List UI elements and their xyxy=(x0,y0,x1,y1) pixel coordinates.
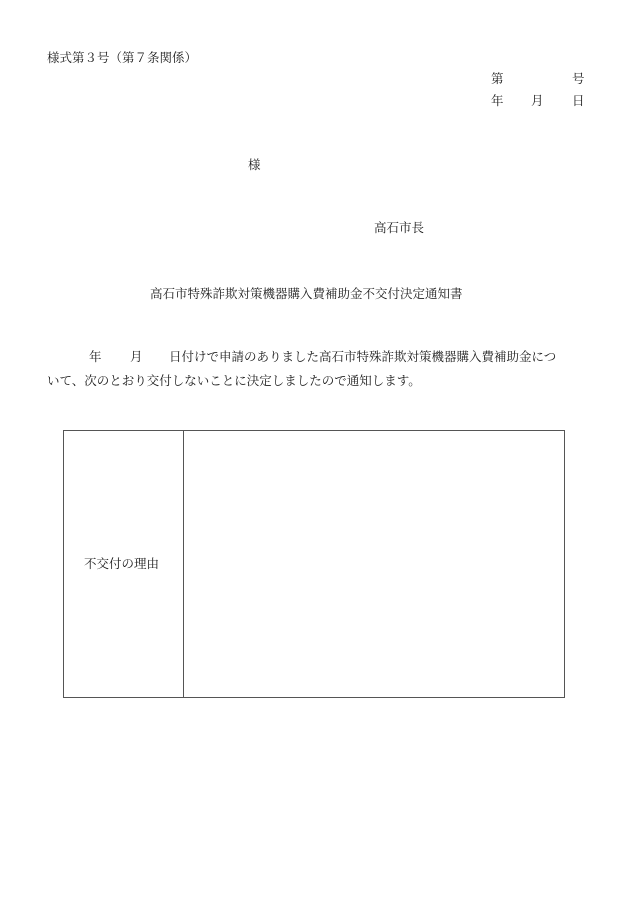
date-month-label: 月 xyxy=(531,93,544,108)
body-month-label: 月 xyxy=(130,349,143,364)
document-title: 高石市特殊詐欺対策機器購入費補助金不交付決定通知書 xyxy=(150,286,463,301)
body-line-1-text: 日付けで申請のありました高石市特殊詐欺対策機器購入費補助金につ xyxy=(169,349,557,364)
form-number: 様式第３号（第７条関係） xyxy=(47,50,198,65)
reason-value-cell xyxy=(184,431,564,697)
doc-number-suffix: 号 xyxy=(572,71,585,86)
body-year-label: 年 xyxy=(89,349,102,364)
reason-label: 不交付の理由 xyxy=(84,556,160,571)
date-day-label: 日 xyxy=(572,93,585,108)
reason-label-cell xyxy=(64,431,184,697)
addressee-suffix: 様 xyxy=(248,157,261,172)
sender-name: 高石市長 xyxy=(374,220,425,235)
date-year-label: 年 xyxy=(491,93,504,108)
doc-number-prefix: 第 xyxy=(491,71,504,86)
body-line-2: いて、次のとおり交付しないことに決定しましたので通知します。 xyxy=(47,373,421,388)
reason-table xyxy=(63,430,565,698)
